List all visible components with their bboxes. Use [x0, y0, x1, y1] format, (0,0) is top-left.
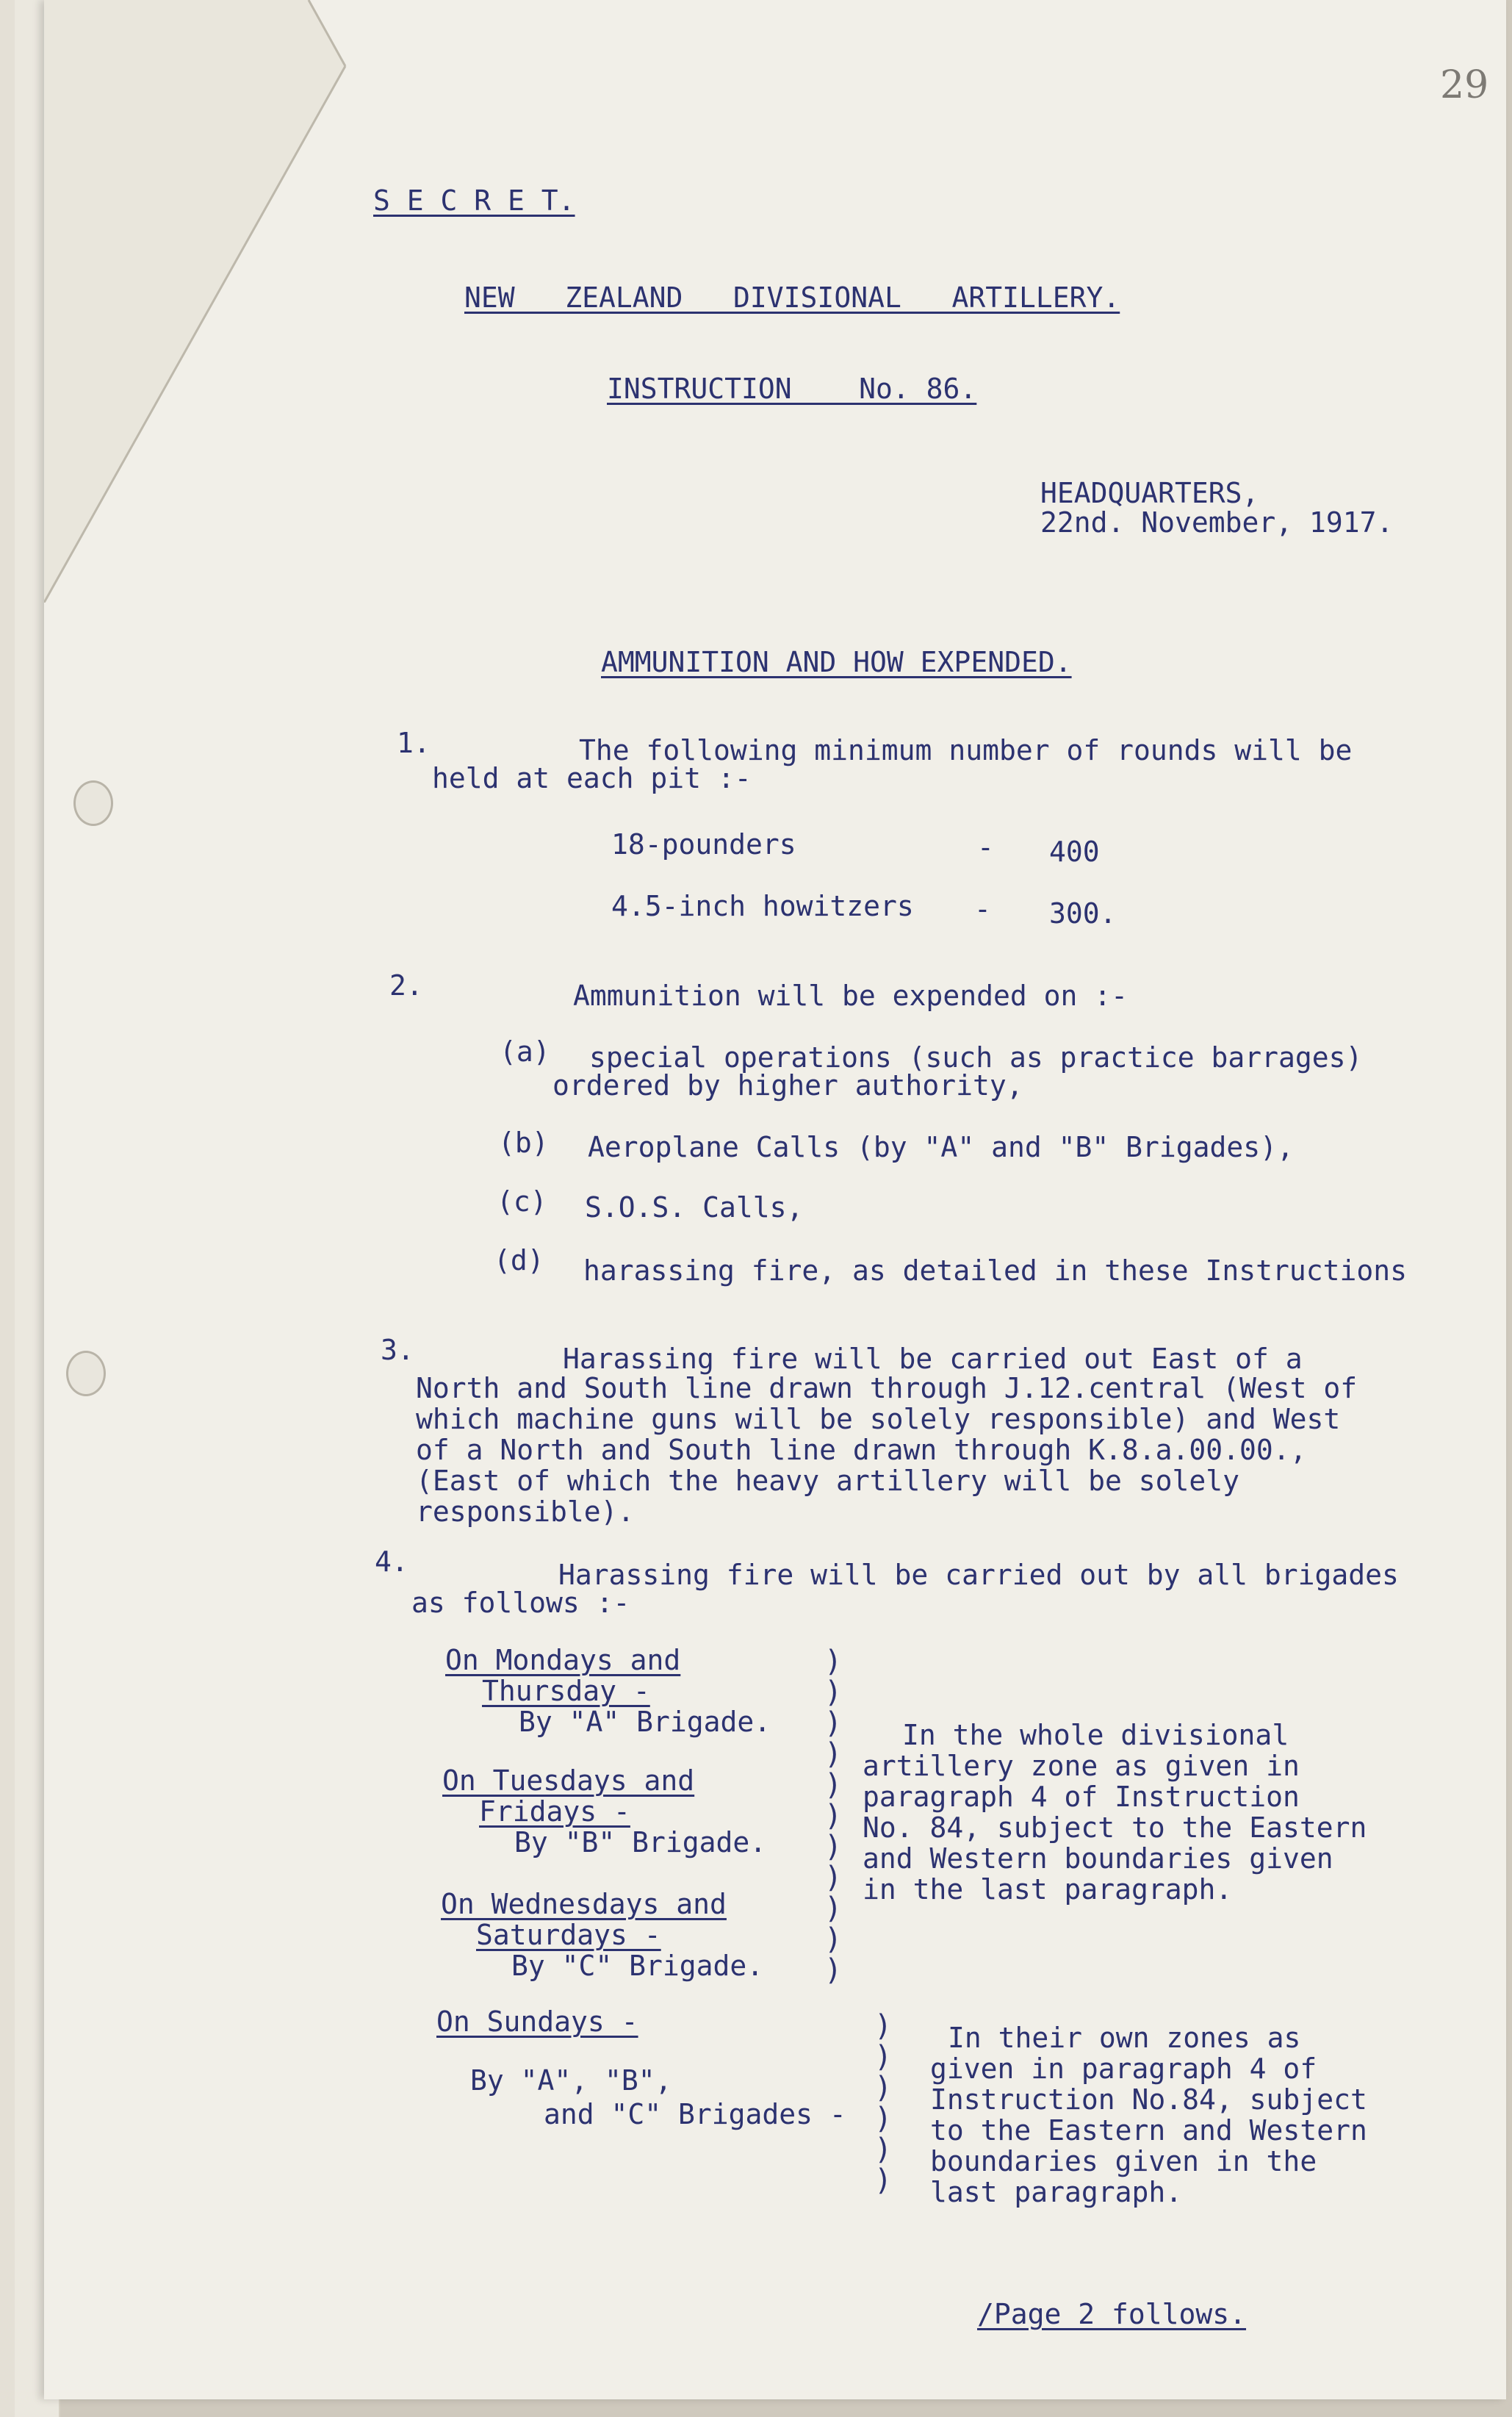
zone-text: boundaries given in the	[930, 2145, 1317, 2177]
document-date: 22nd. November, 1917.	[1040, 506, 1394, 539]
rounds-count: 400	[1049, 836, 1100, 868]
dash: -	[977, 831, 994, 863]
list-text: ordered by higher authority,	[552, 1069, 1023, 1102]
dash: -	[974, 893, 991, 925]
brace-column: ) ) ) ) ) )	[874, 2009, 893, 2197]
list-label: (c)	[497, 1185, 547, 1218]
paragraph-number: 3.	[381, 1334, 414, 1366]
list-text: S.O.S. Calls,	[585, 1191, 804, 1224]
instruction-number: INSTRUCTION No. 86.	[607, 373, 977, 405]
paragraph-text: Harassing fire will be carried out East of a	[563, 1343, 1303, 1375]
punch-hole	[73, 780, 113, 826]
punch-hole	[66, 1351, 106, 1396]
classification-heading: S E C R E T.	[373, 184, 575, 217]
zone-text: in the last paragraph.	[863, 1873, 1233, 1906]
zone-text: No. 84, subject to the Eastern	[863, 1811, 1367, 1844]
schedule-day: On Sundays -	[436, 2005, 638, 2038]
paragraph-text: Ammunition will be expended on :-	[573, 980, 1128, 1012]
rounds-count: 300.	[1049, 897, 1117, 930]
folded-page-corner	[44, 0, 353, 603]
schedule-day: On Tuesdays and	[442, 1764, 695, 1797]
brace-column: ) ) ) ) ) ) ) ) ) ) )	[824, 1645, 843, 1987]
schedule-day: Thursday -	[482, 1675, 650, 1707]
schedule-brigade: and "C" Brigades -	[544, 2098, 846, 2130]
schedule-brigade: By "B" Brigade.	[514, 1826, 767, 1858]
paragraph-number: 4.	[375, 1545, 408, 1578]
paragraph-text: (East of which the heavy artillery will be solely	[416, 1465, 1240, 1497]
paragraph-text: responsible).	[416, 1495, 635, 1528]
list-text: harassing fire, as detailed in these Instructions	[583, 1254, 1408, 1287]
zone-text: artillery zone as given in	[863, 1750, 1300, 1782]
zone-text: Instruction No.84, subject	[930, 2083, 1367, 2116]
paragraph-text: North and South line drawn through J.12.central (West of	[416, 1372, 1358, 1404]
paragraph-text: which machine guns will be solely responsible) and West	[416, 1403, 1341, 1435]
schedule-brigade: By "C" Brigade.	[511, 1950, 764, 1982]
zone-text: last paragraph.	[930, 2176, 1183, 2208]
zone-text: and Western boundaries given	[863, 1842, 1333, 1875]
schedule-day: Saturdays -	[476, 1919, 661, 1951]
zone-text: In their own zones as	[948, 2022, 1301, 2054]
zone-text: to the Eastern and Western	[930, 2114, 1367, 2147]
schedule-day: Fridays -	[479, 1795, 630, 1828]
headquarters-label: HEADQUARTERS,	[1040, 477, 1259, 509]
weapon-name: 4.5-inch howitzers	[611, 890, 914, 922]
page-follows-note: /Page 2 follows.	[977, 2298, 1247, 2330]
list-label: (d)	[494, 1244, 544, 1276]
zone-text: In the whole divisional	[902, 1719, 1289, 1751]
paragraph-text: as follows :-	[411, 1587, 630, 1619]
paragraph-number: 2.	[389, 969, 423, 1002]
paragraph-text: held at each pit :-	[432, 762, 752, 794]
subject-heading: AMMUNITION AND HOW EXPENDED.	[601, 646, 1072, 678]
list-text: special operations (such as practice barrages)	[589, 1041, 1363, 1074]
schedule-day: On Wednesdays and	[441, 1888, 727, 1920]
zone-text: given in paragraph 4 of	[930, 2053, 1317, 2085]
schedule-brigade: By "A", "B",	[470, 2064, 672, 2097]
list-label: (a)	[500, 1035, 550, 1068]
page-number: 29	[1440, 63, 1489, 107]
paragraph-number: 1.	[397, 727, 431, 759]
paragraph-text: The following minimum number of rounds will be	[579, 734, 1353, 766]
organization-heading: NEW ZEALAND DIVISIONAL ARTILLERY.	[464, 281, 1120, 314]
zone-text: paragraph 4 of Instruction	[863, 1781, 1300, 1813]
schedule-day: On Mondays and	[445, 1644, 681, 1676]
list-label: (b)	[498, 1127, 549, 1159]
paragraph-text: of a North and South line drawn through K.8.a.00.00.,	[416, 1434, 1307, 1466]
schedule-brigade: By "A" Brigade.	[519, 1706, 771, 1738]
list-text: Aeroplane Calls (by "A" and "B" Brigades),	[588, 1131, 1294, 1163]
paragraph-text: Harassing fire will be carried out by all brigades	[558, 1559, 1399, 1591]
weapon-name: 18-pounders	[611, 828, 796, 861]
